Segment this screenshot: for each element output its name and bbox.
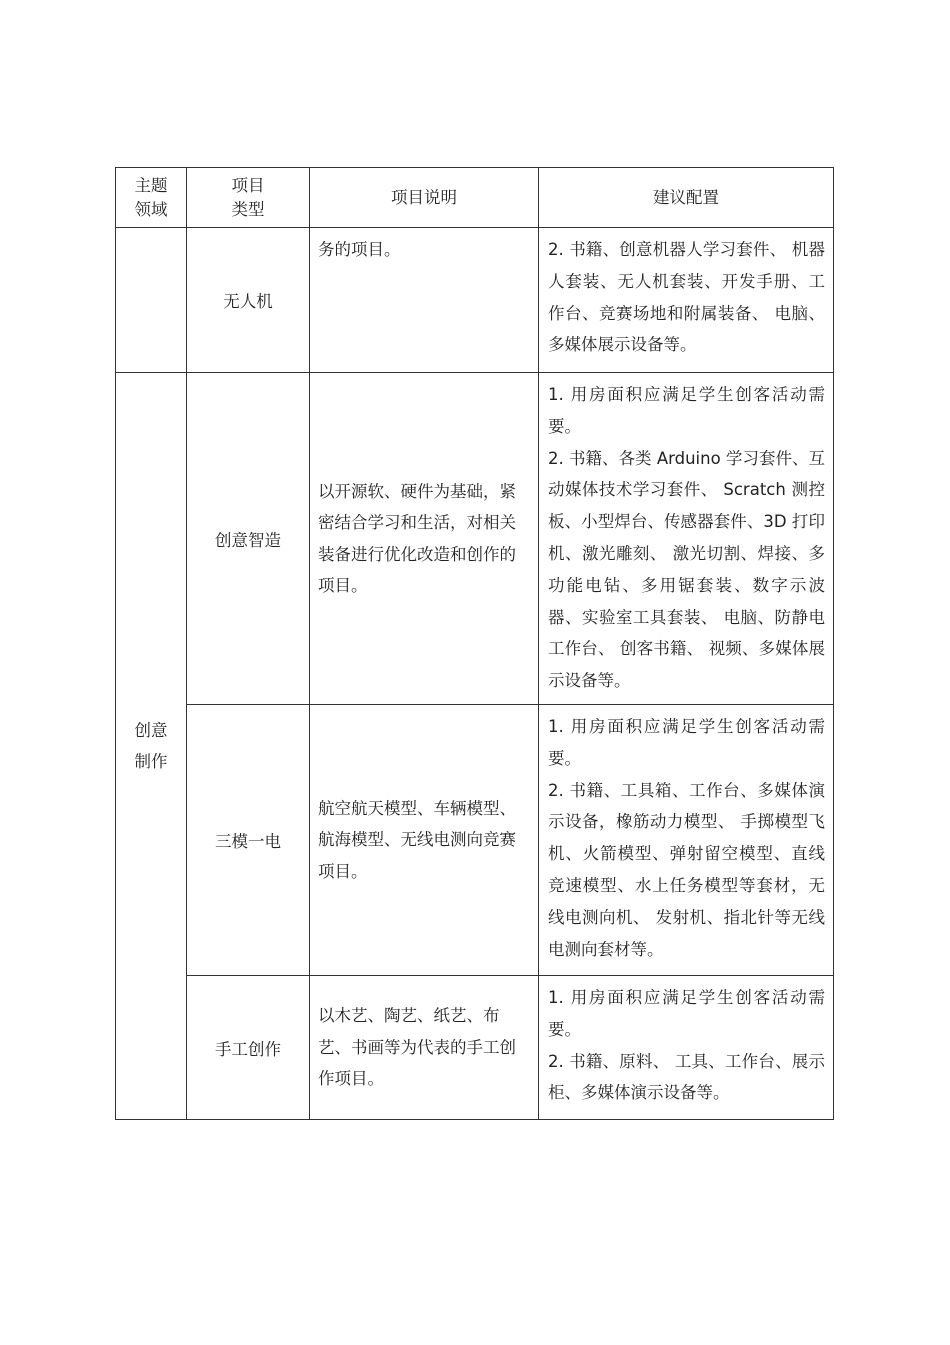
- config-item: 1. 用房面积应满足学生创客活动需要。: [548, 385, 825, 436]
- project-description: 务的项目。: [310, 228, 539, 373]
- config-item: 2. 书籍、原料、 工具、工作台、展示柜、多媒体演示设备等。: [548, 1051, 825, 1103]
- domain-line1: 创意: [134, 721, 168, 740]
- table-row: [116, 228, 834, 373]
- domain-cell-empty: [116, 228, 187, 373]
- project-description: 以木艺、陶艺、纸艺、布艺、书画等为代表的手工创作项目。: [310, 976, 539, 1120]
- table-row: [116, 373, 834, 705]
- header-domain: [116, 168, 187, 228]
- header-domain-line1: 主题: [134, 175, 168, 195]
- project-type: 手工创作: [187, 976, 310, 1120]
- config-item: 1. 用房面积应满足学生创客活动需要。: [548, 988, 825, 1039]
- suggested-config: [539, 705, 834, 976]
- header-type-line2: 类型: [231, 199, 265, 219]
- config-item: 2. 书籍、各类 Arduino 学习套件、互动媒体技术学习套件、 Scratch 测控板、小型焊台、传感器套件、3D 打印机、激光雕刻、 激光切割、焊接、多功能电钻、多用锯套装、数字示波器、实验室工具套装、 电脑、防静电工作台、 创客书籍、 视频、多媒体展示设备等。: [548, 448, 825, 691]
- config-item: 2. 书籍、工具箱、工作台、多媒体演示设备，橡筋动力模型、 手掷模型飞机、火箭模型、弹射留空模型、直线竞速模型、水上任务模型等套材，无线电测向机、 发射机、指北针等无线电测向套材等。: [548, 780, 825, 959]
- project-type: 无人机: [187, 228, 310, 373]
- domain-cell: [116, 373, 187, 1120]
- table-row: [116, 705, 834, 976]
- table-header-row: [116, 168, 834, 228]
- project-description: 航空航天模型、车辆模型、航海模型、无线电测向竞赛项目。: [310, 705, 539, 976]
- header-description: 项目说明: [310, 168, 539, 228]
- domain-line2: 制作: [134, 752, 168, 771]
- header-type-line1: 项目: [231, 175, 265, 195]
- project-type: 三模一电: [187, 705, 310, 976]
- equipment-table: [115, 167, 834, 1120]
- suggested-config: [539, 976, 834, 1120]
- suggested-config: [539, 228, 834, 373]
- header-type: [187, 168, 310, 228]
- suggested-config: [539, 373, 834, 705]
- config-item: 1. 用房面积应满足学生创客活动需要。: [548, 717, 825, 768]
- project-description: 以开源软、硬件为基础，紧密结合学习和生活，对相关装备进行优化改造和创作的项目。: [310, 373, 539, 705]
- header-config: 建议配置: [539, 168, 834, 228]
- project-type: 创意智造: [187, 373, 310, 705]
- header-domain-line2: 领域: [134, 199, 168, 219]
- config-item: 2. 书籍、创意机器人学习套件、 机器人套装、无人机套装、开发手册、工作台、竞赛场地和附属装备、 电脑、多媒体展示设备等。: [548, 240, 825, 355]
- table-row: [116, 976, 834, 1120]
